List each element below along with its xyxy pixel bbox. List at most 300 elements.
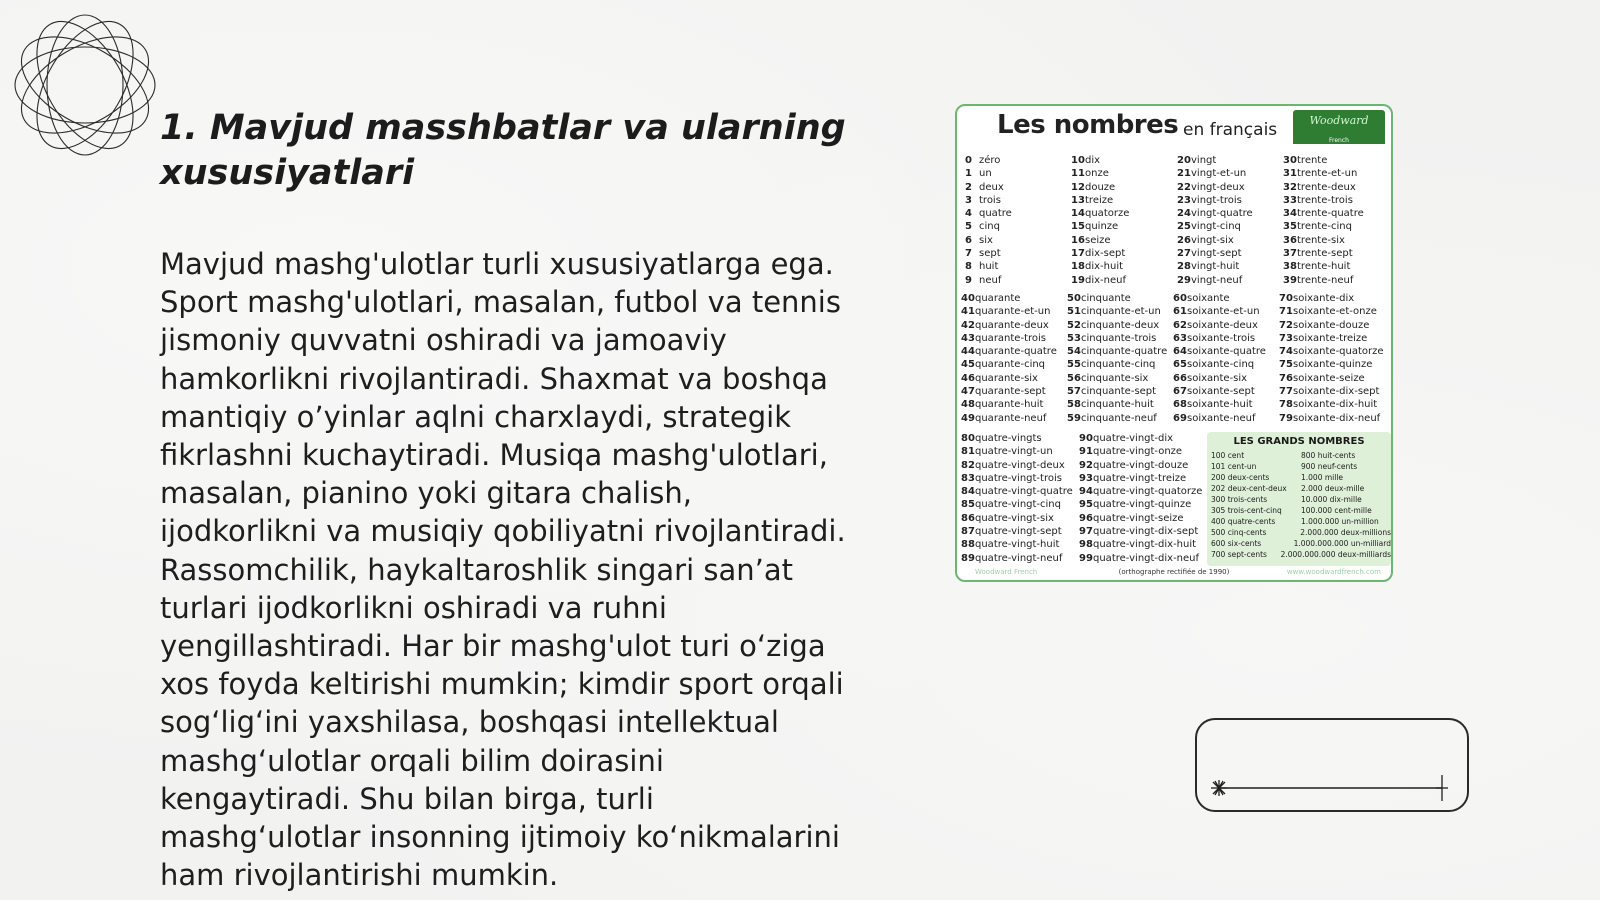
number-entry: [961, 332, 1067, 345]
grand-number-entry: 10.000 dix-mille: [1301, 495, 1362, 504]
number-digit: 16: [1071, 234, 1085, 246]
number-digit: 95: [1079, 499, 1093, 511]
number-row: [965, 194, 1383, 207]
number-row: [961, 472, 1209, 485]
number-entry: [965, 207, 1071, 220]
number-entry: [961, 372, 1067, 385]
numbers-block-80-99: [961, 432, 1209, 565]
number-entry: [1173, 332, 1279, 345]
number-digit: 50: [1067, 293, 1081, 304]
number-row: [965, 154, 1383, 167]
number-word: quatre-vingts: [975, 433, 1042, 444]
number-entry: [965, 154, 1071, 167]
grand-number-entry: 1.000 mille: [1301, 473, 1344, 482]
number-digit: 14: [1071, 208, 1085, 220]
number-word: soixante-et-onze: [1293, 306, 1377, 318]
brand-logo-sub: French: [1293, 138, 1385, 144]
number-digit: 5: [965, 221, 972, 233]
number-digit: 19: [1071, 274, 1085, 286]
number-word: quarante-sept: [975, 386, 1046, 398]
number-word: soixante-sept: [1187, 386, 1255, 398]
number-digit: 52: [1067, 319, 1081, 331]
grand-number-entry: 600 six-cents: [1211, 539, 1262, 548]
number-digit: 0: [965, 155, 972, 166]
number-word: vingt: [1191, 155, 1217, 166]
timeline-line-icon: [1197, 720, 1471, 814]
grand-number-entry: 101 cent-un: [1211, 462, 1257, 471]
number-digit: 58: [1067, 399, 1081, 411]
number-digit: 82: [961, 459, 975, 471]
number-entry: [961, 398, 1067, 411]
number-word: soixante: [1187, 293, 1230, 304]
number-entry: [1177, 154, 1283, 167]
number-digit: 35: [1283, 221, 1297, 233]
number-word: onze: [1085, 168, 1109, 180]
number-row: [961, 305, 1385, 318]
number-entry: [1071, 247, 1177, 260]
number-entry: [1079, 472, 1209, 485]
number-digit: 23: [1177, 194, 1191, 206]
number-digit: 6: [965, 234, 972, 246]
number-word: soixante-cinq: [1187, 359, 1255, 371]
number-entry: [1279, 292, 1385, 305]
number-word: trente-six: [1297, 234, 1345, 246]
number-entry: [1177, 194, 1283, 207]
number-word: quarante-six: [975, 372, 1038, 384]
slide-title: 1. Mavjud masshbatlar va ularning xususiyatlari: [160, 108, 846, 193]
number-word: quatre-vingt-deux: [975, 459, 1065, 471]
number-digit: 89: [961, 552, 975, 564]
number-entry: [1071, 220, 1177, 233]
number-word: vingt-neuf: [1191, 274, 1243, 286]
number-entry: [1067, 319, 1173, 332]
number-entry: [1177, 167, 1283, 180]
number-entry: [1173, 412, 1279, 425]
number-entry: [961, 345, 1067, 358]
number-word: vingt-huit: [1191, 261, 1240, 273]
number-digit: 18: [1071, 261, 1085, 273]
number-word: soixante-quinze: [1293, 359, 1373, 371]
number-word: vingt-et-un: [1191, 168, 1247, 180]
number-entry: [1177, 234, 1283, 247]
number-digit: 83: [961, 472, 975, 484]
number-entry: [1279, 412, 1385, 425]
number-entry: [1177, 181, 1283, 194]
number-row: [961, 525, 1209, 538]
number-digit: 84: [961, 486, 975, 498]
number-word: trente-cinq: [1297, 221, 1352, 233]
number-digit: 20: [1177, 155, 1191, 166]
number-word: cinquante-deux: [1081, 319, 1160, 331]
number-entry: [1067, 358, 1173, 371]
number-digit: 31: [1283, 168, 1297, 180]
number-entry: [1279, 372, 1385, 385]
number-entry: [1283, 167, 1383, 180]
number-word: dix: [1085, 155, 1101, 166]
number-word: trois: [979, 194, 1001, 206]
grand-number-row: [1207, 461, 1391, 472]
number-entry: [1177, 220, 1283, 233]
number-word: quatre-vingt-sept: [975, 526, 1062, 538]
numbers-block-0-39: [965, 154, 1383, 287]
number-digit: 47: [961, 386, 975, 398]
number-entry: [965, 181, 1071, 194]
number-entry: [1079, 432, 1209, 445]
number-entry: [961, 485, 1079, 498]
number-entry: [1173, 292, 1279, 305]
number-digit: 70: [1279, 293, 1293, 304]
number-digit: 2: [965, 181, 972, 193]
number-word: soixante-six: [1187, 372, 1248, 384]
number-entry: [965, 260, 1071, 273]
number-digit: 17: [1071, 248, 1085, 260]
number-word: soixante-et-un: [1187, 306, 1260, 318]
number-digit: 61: [1173, 306, 1187, 318]
number-word: quatre: [979, 208, 1012, 220]
number-entry: [1071, 194, 1177, 207]
grand-number-entry: 1.000.000.000 un-milliard: [1293, 539, 1391, 548]
number-entry: [1173, 305, 1279, 318]
number-word: soixante-dix-huit: [1293, 399, 1378, 411]
number-word: cinquante-neuf: [1081, 412, 1157, 424]
number-row: [961, 445, 1209, 458]
number-entry: [1173, 319, 1279, 332]
number-word: six: [979, 234, 993, 246]
number-word: soixante-huit: [1187, 399, 1253, 411]
number-digit: 24: [1177, 208, 1191, 220]
number-row: [965, 220, 1383, 233]
grand-number-entry: 305 trois-cent-cinq: [1211, 506, 1282, 515]
number-digit: 77: [1279, 386, 1293, 398]
number-entry: [961, 538, 1079, 551]
number-digit: 32: [1283, 181, 1297, 193]
number-digit: 11: [1071, 168, 1085, 180]
number-word: soixante-treize: [1293, 332, 1368, 344]
number-word: cinquante-quatre: [1081, 346, 1168, 358]
number-word: quarante-et-un: [975, 306, 1051, 318]
number-digit: 59: [1067, 412, 1081, 424]
number-word: cinquante-sept: [1081, 386, 1157, 398]
number-entry: [1283, 220, 1383, 233]
grand-number-row: [1207, 516, 1391, 527]
chart-header: [957, 106, 1391, 152]
number-digit: 80: [961, 433, 975, 444]
number-digit: 30: [1283, 155, 1297, 166]
number-row: [961, 319, 1385, 332]
number-entry: [1279, 332, 1385, 345]
number-word: dix-sept: [1085, 248, 1126, 260]
decorative-rings-icon: [10, 10, 160, 160]
number-word: quarante: [975, 293, 1021, 304]
number-digit: 90: [1079, 433, 1093, 444]
number-digit: 25: [1177, 221, 1191, 233]
number-digit: 76: [1279, 372, 1293, 384]
number-entry: [961, 445, 1079, 458]
number-digit: 81: [961, 446, 975, 458]
number-entry: [1067, 292, 1173, 305]
number-digit: 29: [1177, 274, 1191, 286]
number-entry: [965, 247, 1071, 260]
footer-brand: Woodward French: [975, 568, 1038, 576]
number-word: quatre-vingt-quinze: [1093, 499, 1192, 511]
number-word: treize: [1085, 194, 1114, 206]
number-entry: [1079, 498, 1209, 511]
number-word: quarante-trois: [975, 332, 1046, 344]
number-entry: [1177, 260, 1283, 273]
chart-footer: [957, 566, 1391, 578]
number-entry: [1079, 485, 1209, 498]
number-digit: 55: [1067, 359, 1081, 371]
number-entry: [961, 412, 1067, 425]
number-digit: 41: [961, 306, 975, 318]
number-entry: [1071, 260, 1177, 273]
number-digit: 94: [1079, 486, 1093, 498]
number-digit: 3: [965, 194, 972, 206]
number-entry: [1279, 319, 1385, 332]
number-row: [965, 247, 1383, 260]
number-entry: [965, 220, 1071, 233]
number-digit: 46: [961, 372, 975, 384]
timeline-decoration: [1195, 718, 1469, 812]
number-row: [965, 207, 1383, 220]
number-word: cinquante-trois: [1081, 332, 1157, 344]
number-entry: [1079, 445, 1209, 458]
number-digit: 68: [1173, 399, 1187, 411]
grand-number-entry: 100.000 cent-mille: [1301, 506, 1372, 515]
number-digit: 74: [1279, 346, 1293, 358]
number-word: trente-quatre: [1297, 208, 1364, 220]
number-digit: 4: [965, 208, 972, 220]
number-row: [965, 274, 1383, 287]
grand-number-entry: 202 deux-cent-deux: [1211, 484, 1287, 493]
number-word: quatre-vingt-six: [975, 512, 1054, 524]
number-digit: 36: [1283, 234, 1297, 246]
number-word: quatre-vingt-dix-neuf: [1093, 552, 1200, 564]
number-word: sept: [979, 248, 1001, 260]
number-digit: 8: [965, 261, 972, 273]
number-digit: 93: [1079, 472, 1093, 484]
number-digit: 96: [1079, 512, 1093, 524]
number-word: un: [979, 168, 992, 180]
number-word: cinquante: [1081, 293, 1131, 304]
number-digit: 45: [961, 359, 975, 371]
number-word: soixante-trois: [1187, 332, 1256, 344]
number-word: dix-huit: [1085, 261, 1124, 273]
number-word: quarante-quatre: [975, 346, 1057, 358]
number-entry: [961, 552, 1079, 565]
number-word: soixante-seize: [1293, 372, 1365, 384]
number-digit: 51: [1067, 306, 1081, 318]
chart-subtitle: en français: [1183, 120, 1278, 140]
number-entry: [961, 385, 1067, 398]
starburst-icon: [1211, 780, 1227, 796]
number-digit: 1: [965, 168, 972, 180]
number-entry: [1283, 274, 1383, 287]
number-row: [961, 552, 1209, 565]
footer-note: (orthographe rectifiée de 1990): [1118, 568, 1230, 576]
number-digit: 27: [1177, 248, 1191, 260]
number-digit: 26: [1177, 234, 1191, 246]
number-word: quatre-vingt-un: [975, 446, 1053, 458]
number-word: dix-neuf: [1085, 274, 1127, 286]
number-row: [961, 398, 1385, 411]
number-digit: 67: [1173, 386, 1187, 398]
grand-number-entry: 900 neuf-cents: [1301, 462, 1358, 471]
number-row: [965, 181, 1383, 194]
number-entry: [1177, 207, 1283, 220]
number-entry: [1079, 525, 1209, 538]
number-word: soixante-quatre: [1187, 346, 1266, 358]
number-digit: 86: [961, 512, 975, 524]
number-digit: 87: [961, 526, 975, 538]
number-digit: 91: [1079, 446, 1093, 458]
grand-number-entry: 300 trois-cents: [1211, 495, 1268, 504]
number-digit: 66: [1173, 372, 1187, 384]
number-word: quatre-vingt-dix-huit: [1093, 539, 1197, 551]
number-row: [965, 234, 1383, 247]
number-digit: 10: [1071, 155, 1085, 166]
number-word: trente-trois: [1297, 194, 1353, 206]
number-digit: 21: [1177, 168, 1191, 180]
number-entry: [961, 319, 1067, 332]
number-entry: [1079, 552, 1209, 565]
number-entry: [1079, 538, 1209, 551]
number-word: soixante-quatorze: [1293, 346, 1384, 358]
grand-number-entry: 2.000.000.000 deux-milliards: [1280, 550, 1391, 559]
number-entry: [1283, 181, 1383, 194]
number-entry: [961, 525, 1079, 538]
number-entry: [1071, 181, 1177, 194]
number-entry: [965, 234, 1071, 247]
number-digit: 64: [1173, 346, 1187, 358]
number-row: [961, 512, 1209, 525]
number-digit: 13: [1071, 194, 1085, 206]
number-word: soixante-dix: [1293, 293, 1355, 304]
number-entry: [1067, 385, 1173, 398]
number-word: trente-sept: [1297, 248, 1353, 260]
grands-nombres-panel: [1207, 432, 1391, 566]
number-digit: 92: [1079, 459, 1093, 471]
number-digit: 71: [1279, 306, 1293, 318]
brand-logo: Woodward: [1293, 110, 1385, 140]
number-entry: [961, 498, 1079, 511]
number-digit: 65: [1173, 359, 1187, 371]
number-digit: 22: [1177, 181, 1191, 193]
number-word: quatre-vingt-trois: [975, 472, 1062, 484]
number-entry: [1283, 247, 1383, 260]
number-word: quatre-vingt-quatorze: [1093, 486, 1203, 498]
number-word: quatre-vingt-douze: [1093, 459, 1189, 471]
number-word: cinquante-cinq: [1081, 359, 1156, 371]
grand-number-row: [1207, 538, 1391, 549]
number-entry: [1071, 167, 1177, 180]
number-word: soixante-douze: [1293, 319, 1370, 331]
number-entry: [1067, 398, 1173, 411]
numbers-block-40-79: [961, 292, 1385, 425]
number-digit: 85: [961, 499, 975, 511]
grand-number-entry: 2.000.000 deux-millions: [1300, 528, 1391, 537]
number-digit: 37: [1283, 248, 1297, 260]
number-word: quatre-vingt-neuf: [975, 552, 1063, 564]
number-entry: [1071, 274, 1177, 287]
footer-url: www.woodwardfrench.com: [1286, 568, 1381, 576]
number-word: soixante-dix-neuf: [1293, 412, 1381, 424]
number-digit: 40: [961, 293, 975, 304]
number-row: [961, 372, 1385, 385]
number-entry: [961, 459, 1079, 472]
number-digit: 56: [1067, 372, 1081, 384]
number-word: douze: [1085, 181, 1116, 193]
number-word: soixante-neuf: [1187, 412, 1256, 424]
number-word: quatre-vingt-quatre: [975, 486, 1073, 498]
number-word: quarante-neuf: [975, 412, 1047, 424]
number-digit: 42: [961, 319, 975, 331]
number-entry: [1067, 305, 1173, 318]
number-entry: [961, 432, 1079, 445]
number-word: quarante-huit: [975, 399, 1044, 411]
grand-number-row: [1207, 450, 1391, 461]
number-row: [961, 292, 1385, 305]
number-word: quatre-vingt-seize: [1093, 512, 1184, 524]
number-entry: [1173, 372, 1279, 385]
grand-number-entry: 500 cinq-cents: [1211, 528, 1267, 537]
number-entry: [1283, 207, 1383, 220]
number-entry: [1079, 459, 1209, 472]
number-entry: [1283, 260, 1383, 273]
number-row: [961, 345, 1385, 358]
number-word: seize: [1085, 234, 1111, 246]
number-word: cinquante-huit: [1081, 399, 1154, 411]
number-digit: 62: [1173, 319, 1187, 331]
number-digit: 78: [1279, 399, 1293, 411]
grand-number-entry: 400 quatre-cents: [1211, 517, 1276, 526]
number-word: neuf: [979, 274, 1002, 286]
number-digit: 44: [961, 346, 975, 358]
grand-number-row: [1207, 483, 1391, 494]
grand-number-row: [1207, 527, 1391, 538]
number-word: quatre-vingt-cinq: [975, 499, 1061, 511]
number-word: quarante-deux: [975, 319, 1049, 331]
number-word: cinq: [979, 221, 1000, 233]
number-entry: [1177, 247, 1283, 260]
number-digit: 38: [1283, 261, 1297, 273]
number-entry: [1067, 372, 1173, 385]
number-digit: 33: [1283, 194, 1297, 206]
number-row: [961, 412, 1385, 425]
number-row: [961, 432, 1209, 445]
number-word: vingt-trois: [1191, 194, 1242, 206]
number-entry: [1283, 234, 1383, 247]
number-digit: 99: [1079, 552, 1093, 564]
number-entry: [1283, 194, 1383, 207]
number-digit: 43: [961, 332, 975, 344]
number-digit: 34: [1283, 208, 1297, 220]
number-digit: 49: [961, 412, 975, 424]
number-entry: [965, 167, 1071, 180]
number-word: huit: [979, 261, 999, 273]
cross-marker-icon: [1436, 775, 1448, 801]
number-row: [965, 167, 1383, 180]
grand-number-row: [1207, 472, 1391, 483]
number-word: trente-deux: [1297, 181, 1356, 193]
number-digit: 39: [1283, 274, 1297, 286]
grand-number-entry: 200 deux-cents: [1211, 473, 1270, 482]
number-word: quarante-cinq: [975, 359, 1046, 371]
number-entry: [1071, 154, 1177, 167]
number-entry: [1279, 345, 1385, 358]
grand-number-entry: 2.000 deux-mille: [1301, 484, 1365, 493]
number-digit: 28: [1177, 261, 1191, 273]
